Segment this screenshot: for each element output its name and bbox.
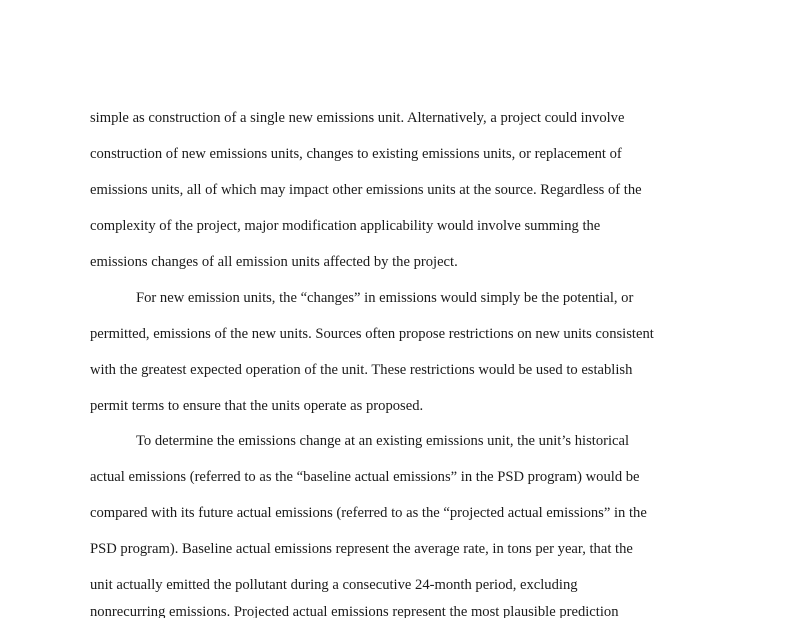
text-line: actual emissions (referred to as the “baseline actual emissions” in the PSD program) would be	[90, 469, 640, 485]
text-line: PSD program). Baseline actual emissions represent the average rate, in tons per year, that the	[90, 541, 633, 557]
text-line: permitted, emissions of the new units. Sources often propose restrictions on new units consistent	[90, 326, 654, 342]
text-line: emissions changes of all emission units affected by the project.	[90, 254, 458, 270]
text-line: permit terms to ensure that the units operate as proposed.	[90, 398, 424, 414]
paragraph-start-line: To determine the emissions change at an existing emissions unit, the unit’s historical	[136, 433, 630, 449]
text-line: simple as construction of a single new emissions unit. Alternatively, a project could involve	[90, 110, 625, 126]
text-line: construction of new emissions units, changes to existing emissions units, or replacement of	[90, 146, 622, 162]
text-line: complexity of the project, major modification applicability would involve summing the	[90, 218, 601, 234]
paragraph-start-line: For new emission units, the “changes” in emissions would simply be the potential, or	[136, 290, 634, 306]
text-line: with the greatest expected operation of the unit. These restrictions would be used to establish	[90, 362, 633, 378]
text-line-partial: nonrecurring emissions. Projected actual emissions represent the most plausible prediction	[90, 604, 619, 618]
text-line: emissions units, all of which may impact other emissions units at the source. Regardless of the	[90, 182, 642, 198]
text-line: unit actually emitted the pollutant during a consecutive 24-month period, excluding	[90, 577, 578, 593]
text-line: compared with its future actual emissions (referred to as the “projected actual emissions” in the	[90, 505, 647, 521]
